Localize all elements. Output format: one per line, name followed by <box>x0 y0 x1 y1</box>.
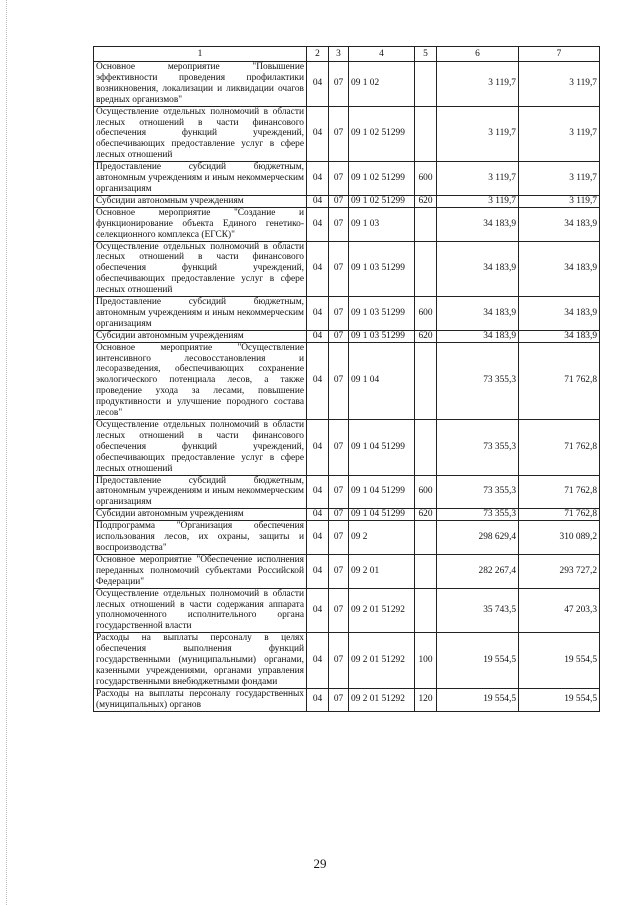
row-subsection: 07 <box>329 633 349 689</box>
row-amount-col6: 34 183,9 <box>437 207 519 241</box>
row-subsection: 07 <box>329 241 349 297</box>
row-section: 04 <box>307 62 329 107</box>
row-section: 04 <box>307 509 329 521</box>
row-section: 04 <box>307 633 329 689</box>
row-target-code: 09 2 01 51292 <box>349 688 415 711</box>
row-expense-type: 600 <box>415 475 437 509</box>
row-amount-col6: 3 119,7 <box>437 62 519 107</box>
row-expense-type <box>415 420 437 476</box>
row-subsection: 07 <box>329 62 349 107</box>
row-subsection: 07 <box>329 342 349 419</box>
col-header-3: 3 <box>329 47 349 62</box>
row-section: 04 <box>307 241 329 297</box>
table-row <box>94 330 600 342</box>
row-amount-col7: 71 762,8 <box>519 475 600 509</box>
row-amount-col7: 19 554,5 <box>519 688 600 711</box>
row-subsection: 07 <box>329 554 349 588</box>
row-section: 04 <box>307 195 329 207</box>
col-header-5: 5 <box>415 47 437 62</box>
row-amount-col7: 34 183,9 <box>519 297 600 331</box>
col-header-4: 4 <box>349 47 415 62</box>
row-amount-col6: 73 355,3 <box>437 475 519 509</box>
row-section: 04 <box>307 588 329 633</box>
row-amount-col7: 71 762,8 <box>519 420 600 476</box>
row-expense-type: 620 <box>415 509 437 521</box>
row-expense-type: 620 <box>415 195 437 207</box>
row-target-code: 09 1 02 51299 <box>349 195 415 207</box>
row-name: Предоставление субсидий бюджетным, автономным учреждениям и иным некоммерческим организациям <box>94 162 307 196</box>
table-row <box>94 633 600 689</box>
row-amount-col7: 3 119,7 <box>519 195 600 207</box>
row-expense-type: 120 <box>415 688 437 711</box>
row-expense-type <box>415 554 437 588</box>
row-subsection: 07 <box>329 207 349 241</box>
row-section: 04 <box>307 106 329 162</box>
table-row <box>94 195 600 207</box>
table-row <box>94 297 600 331</box>
table-row <box>94 420 600 476</box>
row-name: Предоставление субсидий бюджетным, автономным учреждениям и иным некоммерческим организациям <box>94 475 307 509</box>
row-amount-col7: 47 203,3 <box>519 588 600 633</box>
col-header-6: 6 <box>437 47 519 62</box>
row-name: Субсидии автономным учреждениям <box>94 195 307 207</box>
budget-table <box>93 46 600 712</box>
table-row <box>94 475 600 509</box>
row-amount-col7: 293 727,2 <box>519 554 600 588</box>
row-amount-col7: 34 183,9 <box>519 207 600 241</box>
row-amount-col7: 3 119,7 <box>519 162 600 196</box>
row-amount-col6: 3 119,7 <box>437 195 519 207</box>
row-subsection: 07 <box>329 688 349 711</box>
row-section: 04 <box>307 475 329 509</box>
row-section: 04 <box>307 297 329 331</box>
table-row <box>94 106 600 162</box>
table-row <box>94 241 600 297</box>
row-target-code: 09 1 04 51299 <box>349 509 415 521</box>
row-amount-col6: 3 119,7 <box>437 106 519 162</box>
table-row <box>94 342 600 419</box>
table-row <box>94 207 600 241</box>
row-target-code: 09 1 02 51299 <box>349 106 415 162</box>
row-target-code: 09 1 03 51299 <box>349 297 415 331</box>
row-amount-col6: 73 355,3 <box>437 509 519 521</box>
row-name: Предоставление субсидий бюджетным, автономным учреждениям и иным некоммерческим организациям <box>94 297 307 331</box>
row-name: Субсидии автономным учреждениям <box>94 330 307 342</box>
row-expense-type <box>415 106 437 162</box>
row-amount-col7: 19 554,5 <box>519 633 600 689</box>
table-row <box>94 554 600 588</box>
row-expense-type <box>415 241 437 297</box>
col-header-2: 2 <box>307 47 329 62</box>
row-target-code: 09 2 01 <box>349 554 415 588</box>
row-target-code: 09 2 01 51292 <box>349 633 415 689</box>
row-amount-col6: 19 554,5 <box>437 688 519 711</box>
row-amount-col7: 3 119,7 <box>519 106 600 162</box>
row-amount-col7: 71 762,8 <box>519 509 600 521</box>
row-amount-col7: 310 089,2 <box>519 521 600 555</box>
row-subsection: 07 <box>329 297 349 331</box>
row-target-code: 09 1 03 51299 <box>349 241 415 297</box>
table-row <box>94 509 600 521</box>
row-name: Осуществление отдельных полномочий в области лесных отношений в части содержания аппарата уполномоченного исполнительного органа государственной власти <box>94 588 307 633</box>
row-name: Осуществление отдельных полномочий в области лесных отношений в части финансового обеспечения функций учреждений, обеспечивающих предоставление услуг в сфере лесных отношений <box>94 106 307 162</box>
table-row <box>94 62 600 107</box>
row-target-code: 09 2 01 51292 <box>349 588 415 633</box>
table-row <box>94 588 600 633</box>
row-subsection: 07 <box>329 162 349 196</box>
row-amount-col6: 19 554,5 <box>437 633 519 689</box>
page-edge <box>6 0 8 905</box>
row-target-code: 09 1 03 51299 <box>349 330 415 342</box>
row-amount-col7: 3 119,7 <box>519 62 600 107</box>
row-amount-col6: 282 267,4 <box>437 554 519 588</box>
row-name: Основное мероприятие "Обеспечение исполнения переданных полномочий субъектами Российской Федерации" <box>94 554 307 588</box>
header-row <box>94 47 600 62</box>
row-name: Субсидии автономным учреждениям <box>94 509 307 521</box>
row-amount-col6: 34 183,9 <box>437 241 519 297</box>
row-section: 04 <box>307 342 329 419</box>
row-name: Основное мероприятие "Создание и функционирование объекта Единого генетико-селекционного комплекса (ЕГСК)" <box>94 207 307 241</box>
row-amount-col7: 71 762,8 <box>519 342 600 419</box>
row-expense-type <box>415 62 437 107</box>
col-header-7: 7 <box>519 47 600 62</box>
row-section: 04 <box>307 521 329 555</box>
row-amount-col6: 35 743,5 <box>437 588 519 633</box>
row-subsection: 07 <box>329 588 349 633</box>
row-target-code: 09 2 <box>349 521 415 555</box>
row-name: Расходы на выплаты персоналу государственных (муниципальных) органов <box>94 688 307 711</box>
row-expense-type: 600 <box>415 162 437 196</box>
row-expense-type: 100 <box>415 633 437 689</box>
row-amount-col6: 34 183,9 <box>437 330 519 342</box>
row-subsection: 07 <box>329 475 349 509</box>
row-expense-type <box>415 207 437 241</box>
row-section: 04 <box>307 162 329 196</box>
table-row <box>94 521 600 555</box>
row-name: Осуществление отдельных полномочий в области лесных отношений в части финансового обеспечения функций учреждений, обеспечивающих предоставление услуг в сфере лесных отношений <box>94 241 307 297</box>
row-name: Подпрограмма "Организация обеспечения использования лесов, их охраны, защиты и воспроизводства" <box>94 521 307 555</box>
row-expense-type <box>415 342 437 419</box>
row-target-code: 09 1 02 <box>349 62 415 107</box>
row-amount-col6: 298 629,4 <box>437 521 519 555</box>
row-name: Расходы на выплаты персоналу в целях обеспечения выполнения функций государственными (муниципальными) органами, казенными учреждениями, органами управления государственными внебюджетными фондами <box>94 633 307 689</box>
row-target-code: 09 1 02 51299 <box>349 162 415 196</box>
row-subsection: 07 <box>329 330 349 342</box>
row-target-code: 09 1 03 <box>349 207 415 241</box>
row-name: Основное мероприятие "Осуществление интенсивного лесовосстановления и лесоразведения, обеспечивающих сохранение экологического потенциала лесов, а также проведение ухода за лесами, повышение продуктивности и улучшение породного состава лесов" <box>94 342 307 419</box>
table-body <box>94 62 600 712</box>
row-subsection: 07 <box>329 420 349 476</box>
row-section: 04 <box>307 330 329 342</box>
row-expense-type <box>415 521 437 555</box>
row-expense-type: 600 <box>415 297 437 331</box>
col-header-1: 1 <box>94 47 307 62</box>
row-amount-col7: 34 183,9 <box>519 330 600 342</box>
table-row <box>94 688 600 711</box>
row-subsection: 07 <box>329 521 349 555</box>
row-section: 04 <box>307 420 329 476</box>
row-amount-col6: 73 355,3 <box>437 342 519 419</box>
row-expense-type <box>415 588 437 633</box>
row-section: 04 <box>307 554 329 588</box>
row-name: Основное мероприятие "Повышение эффективности проведения профилактики возникновения, локализации и ликвидации очагов вредных организмов" <box>94 62 307 107</box>
page-number: 29 <box>313 856 327 871</box>
row-name: Осуществление отдельных полномочий в области лесных отношений в части финансового обеспечения функций учреждений, обеспечивающих предоставление услуг в сфере лесных отношений <box>94 420 307 476</box>
row-amount-col7: 34 183,9 <box>519 241 600 297</box>
row-target-code: 09 1 04 51299 <box>349 420 415 476</box>
row-subsection: 07 <box>329 195 349 207</box>
row-amount-col6: 3 119,7 <box>437 162 519 196</box>
row-amount-col6: 73 355,3 <box>437 420 519 476</box>
table-row <box>94 162 600 196</box>
row-expense-type: 620 <box>415 330 437 342</box>
row-amount-col6: 34 183,9 <box>437 297 519 331</box>
row-section: 04 <box>307 207 329 241</box>
row-subsection: 07 <box>329 509 349 521</box>
row-section: 04 <box>307 688 329 711</box>
row-target-code: 09 1 04 <box>349 342 415 419</box>
row-target-code: 09 1 04 51299 <box>349 475 415 509</box>
row-subsection: 07 <box>329 106 349 162</box>
